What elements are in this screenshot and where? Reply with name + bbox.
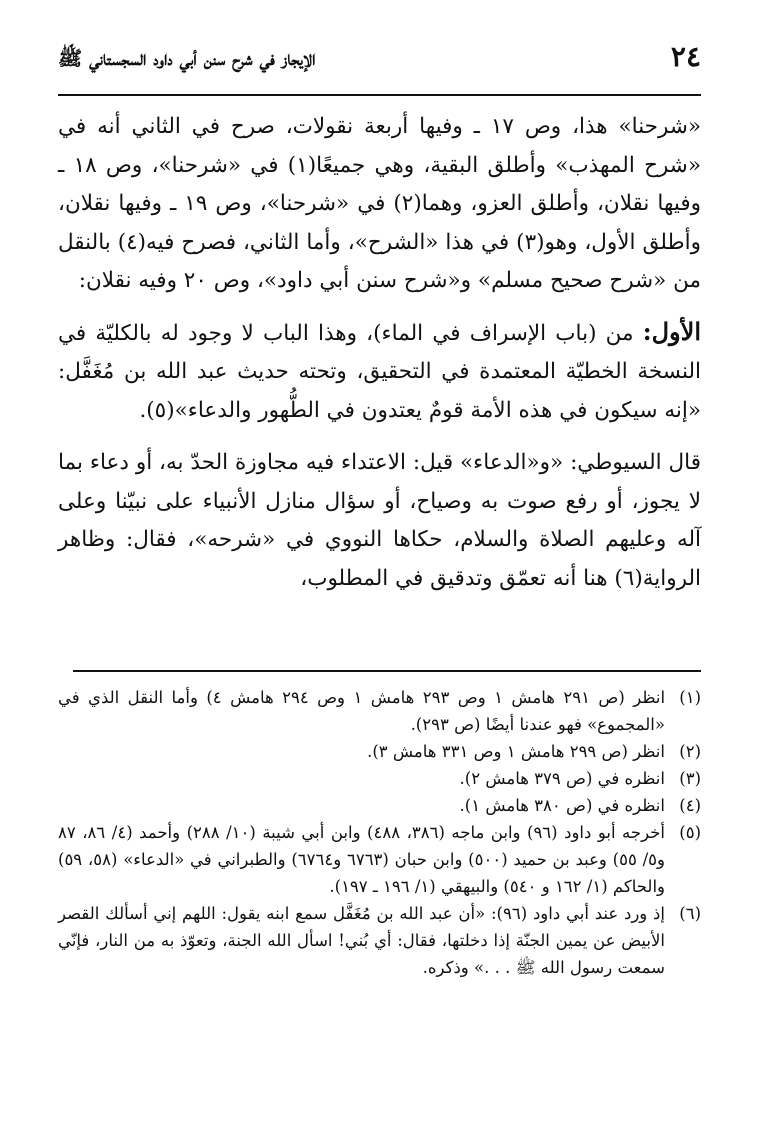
page-header xyxy=(58,38,701,88)
running-title: الإيجاز في شرح سنن أبي داود السجستاني ﷺ xyxy=(58,46,316,70)
page-number: ٢٤ xyxy=(670,40,701,73)
footnote-number: ( ٢ ) xyxy=(679,738,701,765)
footnote-number: ( ٤ ) xyxy=(679,792,701,819)
footnote-text: أخرجه أبو داود (٩٦) وابن ماجه (٣٨٦، ٤٨٨) وابن أبي شيبة (١٠/ ٢٨٨) وأحمد (٤/ ٨٦، ٨٧ و٥/ ٥٥) وعبد بن حميد (٥٠٠) وابن حبان (٦٧٦٣ و٦٧٦٤) والطبراني في «الدعاء» (٥٨، ٥٩) والحاكم (١/ ١٦٢ و ٥٤٠) والبيهقي (١/ ١٩٦ ـ ١٩٧). xyxy=(58,823,666,896)
header-rule xyxy=(58,94,701,96)
main-text xyxy=(58,108,701,598)
footnote-text: انظر (ص ٢٩٩ هامش ١ وص ٣٣١ هامش ٣). xyxy=(367,742,665,761)
footnote-text: انظره في (ص ٣٧٩ هامش ٢). xyxy=(459,769,665,788)
footnote xyxy=(58,684,701,738)
paragraph-2-lead: الأول: xyxy=(642,316,701,346)
footnote-number: ( ٣ ) xyxy=(679,765,701,792)
paragraph-3: قال السيوطي: «و«الدعاء» قيل: الاعتداء فيه مجاوزة الحدّ به، أو دعاء بما لا يجوز، أو رفع صوت به وصياح، أو سؤال منازل الأنبياء على نبيّنا وعلى آله وعليهم الصلاة والسلام، حكاها النووي في «شرحه»، فقال: وظاهر الرواية(٦) هنا أنه تعمّق وتدقيق في المطلوب، xyxy=(58,450,701,591)
footnote xyxy=(58,792,701,819)
footnote xyxy=(58,819,701,900)
footnote-number: ( ٦ ) xyxy=(679,900,701,927)
footnote-text: انظره في (ص ٣٨٠ هامش ١). xyxy=(459,796,665,815)
footnote-text: إذ ورد عند أبي داود (٩٦): «أن عبد الله بن مُغَفَّل سمع ابنه يقول: اللهم إني أسألك القصر الأبيض عن يمين الجنّة إذا دخلتها، فقال: أي بُني! اسأل الله الجنة، وتعوّذ به من النار، فإنّي سمعت رسول الله ﷺ . . .» وذكره. xyxy=(58,904,665,977)
footnote xyxy=(58,738,701,765)
footnote-number: ( ١ ) xyxy=(679,684,701,711)
paragraph-2-body: من (باب الإسراف في الماء)، وهذا الباب لا وجود له بالكليّة في النسخة الخطيّة المعتمدة في التحقيق، وتحته حديث عبد الله بن مُغَفَّل: «إنه سيكون في هذه الأمة قومٌ يعتدون في الطُّهور والدعاء»(٥). xyxy=(58,320,701,423)
footnote-text: انظر (ص ٢٩١ هامش ١ وص ٢٩٣ هامش ١ وص ٢٩٤ هامش ٤) وأما النقل الذي في «المجموع» فهو عندنا أيضًا (ص ٢٩٣). xyxy=(58,688,666,734)
paragraph-1: «شرحنا» هذا، وص ١٧ ـ وفيها أربعة نقولات، صرح في الثاني أنه في «شرح المهذب» وأطلق البقية، وهي جميعًا(١) في «شرحنا»، وص ١٨ ـ وفيها نقلان، وأطلق العزو، وهما(٢) في «شرحنا»، وص ١٩ ـ وفيها نقلان، وأطلق الأول، وهو(٣) في هذا «الشرح»، وأما الثاني، فصرح فيه(٤) بالنقل من «شرح صحيح مسلم» و«شرح سنن أبي داود»، وص ٢٠ وفيه نقلان: xyxy=(58,114,702,293)
footnote-separator xyxy=(73,670,701,672)
footnote-number: ( ٥ ) xyxy=(679,819,701,846)
footnotes xyxy=(58,684,701,981)
footnote xyxy=(58,765,701,792)
footnote xyxy=(58,900,701,981)
paragraph-2 xyxy=(58,313,701,431)
